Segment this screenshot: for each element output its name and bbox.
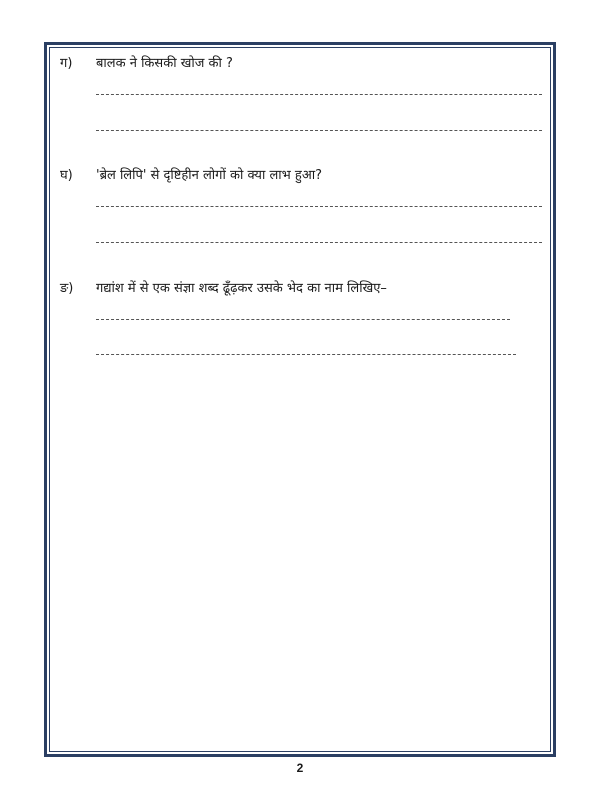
- page-number: 2: [296, 761, 304, 775]
- question-marker: घ): [60, 168, 73, 183]
- page-border: [44, 42, 556, 757]
- answer-line[interactable]: [96, 206, 542, 207]
- answer-line[interactable]: [96, 130, 542, 131]
- question-marker: ग): [60, 56, 73, 71]
- question-text: गद्यांश में से एक संज्ञा शब्द ढूँढ़कर उसके भेद का नाम लिखिए–: [96, 281, 387, 296]
- answer-line[interactable]: [96, 242, 542, 243]
- question-marker: ङ): [60, 281, 74, 296]
- answer-line[interactable]: [96, 354, 516, 355]
- answer-line[interactable]: [96, 94, 542, 95]
- question-text: 'ब्रेल लिपि' से दृष्टिहीन लोगों को क्या लाभ हुआ?: [96, 168, 322, 183]
- question-text: बालक ने किसकी खोज की ?: [96, 56, 233, 71]
- page-border-inner: [49, 47, 551, 752]
- answer-line[interactable]: [96, 319, 510, 320]
